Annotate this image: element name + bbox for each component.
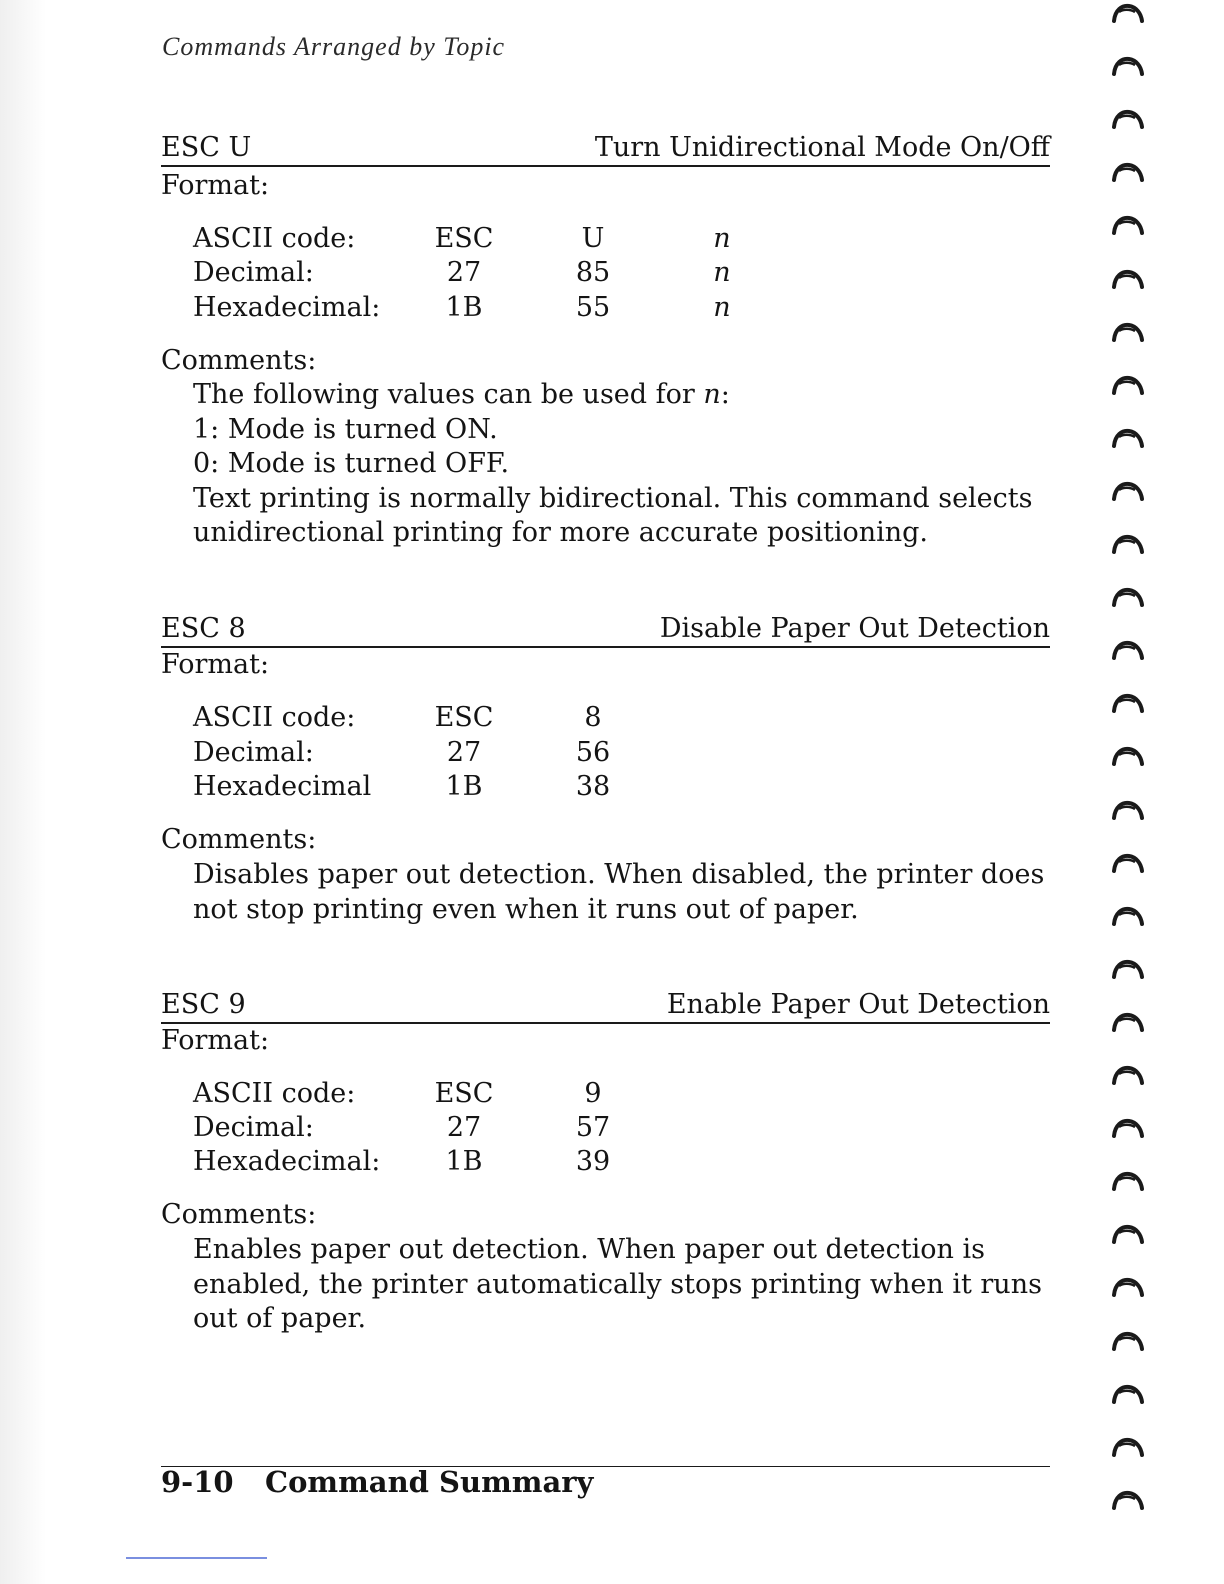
- binding-ring: [1110, 799, 1144, 821]
- binding-ring: [1110, 692, 1144, 714]
- row-label: Decimal:: [193, 257, 314, 288]
- code-cell: ESC: [434, 702, 494, 733]
- command-title: Enable Paper Out Detection: [666, 989, 1050, 1020]
- comment-line: Text printing is normally bidirectional. This command selects: [193, 482, 1033, 514]
- section-title: Command Summary: [265, 1465, 594, 1499]
- binding-ring: [1110, 55, 1144, 77]
- code-cell: 57: [575, 1112, 611, 1143]
- format-label: Format:: [161, 170, 270, 201]
- binding-ring: [1110, 639, 1144, 661]
- binding-ring: [1110, 427, 1144, 449]
- comment-line: out of paper.: [193, 1303, 367, 1334]
- parameter-cell: n: [713, 257, 731, 288]
- comment-text: :: [720, 379, 730, 410]
- code-cell: 38: [575, 771, 611, 802]
- binding-ring: [1110, 1383, 1144, 1405]
- code-cell: 1B: [445, 1146, 483, 1177]
- command-header-esc-9: [161, 988, 1050, 1024]
- binding-ring: [1110, 480, 1144, 502]
- format-row-hex: [0, 1145, 1224, 1179]
- binding-ring: [1110, 958, 1144, 980]
- format-row-decimal: [0, 736, 1224, 770]
- binding-ring: [1110, 1170, 1144, 1192]
- format-row-decimal: [0, 1111, 1224, 1145]
- row-label: ASCII code:: [193, 1078, 356, 1109]
- binding-ring: [1110, 852, 1144, 874]
- binding-ring: [1110, 586, 1144, 608]
- row-label: Hexadecimal:: [193, 1146, 381, 1177]
- binding-ring: [1110, 1330, 1144, 1352]
- comment-line: not stop printing even when it runs out of paper.: [193, 893, 859, 925]
- row-label: Decimal:: [193, 1112, 314, 1143]
- spiral-binding: [1104, 0, 1154, 1584]
- comment-line: Disables paper out detection. When disabled, the printer does: [193, 859, 1045, 890]
- code-cell: 85: [575, 257, 611, 288]
- scan-artifact-line: [126, 1557, 267, 1559]
- binding-ring: [1110, 1436, 1144, 1458]
- comments-label: Comments:: [161, 1199, 317, 1230]
- command-name: ESC 8: [161, 613, 246, 644]
- parameter-cell: n: [713, 223, 731, 254]
- code-cell: 56: [575, 737, 611, 768]
- command-title: Turn Unidirectional Mode On/Off: [594, 132, 1050, 163]
- format-row-hex: [0, 770, 1224, 804]
- running-head: Commands Arranged by Topic: [162, 32, 506, 61]
- binding-ring: [1110, 1489, 1144, 1511]
- code-cell: ESC: [434, 1078, 494, 1109]
- code-cell: 1B: [445, 292, 483, 323]
- code-cell: 1B: [445, 771, 483, 802]
- row-label: Hexadecimal: [193, 771, 372, 802]
- binding-ring: [1110, 108, 1144, 130]
- code-cell: ESC: [434, 223, 494, 254]
- comments-body: [193, 858, 1044, 927]
- binding-ring: [1110, 533, 1144, 555]
- command-title: Disable Paper Out Detection: [659, 613, 1050, 644]
- comments-body: [193, 1233, 1042, 1337]
- code-cell: 27: [446, 1112, 482, 1143]
- row-label: ASCII code:: [193, 702, 356, 733]
- format-label: Format:: [161, 1025, 270, 1056]
- code-cell: 27: [446, 737, 482, 768]
- comment-line: 1: Mode is turned ON.: [193, 413, 498, 445]
- code-cell: 27: [446, 257, 482, 288]
- binding-ring: [1110, 374, 1144, 396]
- code-cell: 9: [584, 1078, 602, 1109]
- command-name: ESC U: [161, 132, 252, 163]
- command-header-esc-8: [161, 612, 1050, 648]
- binding-ring: [1110, 1064, 1144, 1086]
- binding-ring: [1110, 1276, 1144, 1298]
- binding-ring: [1110, 321, 1144, 343]
- comment-line: enabled, the printer automatically stops printing when it runs: [193, 1268, 1042, 1300]
- format-row-ascii: [0, 1077, 1224, 1111]
- comment-line: [193, 378, 1033, 413]
- code-cell: U: [581, 223, 605, 254]
- binding-ring: [1110, 2, 1144, 24]
- binding-ring: [1110, 268, 1144, 290]
- command-name: ESC 9: [161, 989, 246, 1020]
- command-header-esc-u: [161, 131, 1050, 167]
- variable-n: n: [703, 379, 721, 410]
- binding-ring: [1110, 161, 1144, 183]
- row-label: ASCII code:: [193, 223, 356, 254]
- code-cell: 55: [575, 292, 611, 323]
- comments-label: Comments:: [161, 345, 317, 376]
- comments-body: [193, 378, 1033, 551]
- code-cell: 39: [575, 1146, 611, 1177]
- comment-line: Enables paper out detection. When paper out detection is: [193, 1234, 985, 1265]
- binding-ring: [1110, 214, 1144, 236]
- page-footer: [161, 1462, 594, 1502]
- binding-ring: [1110, 905, 1144, 927]
- comment-line: 0: Mode is turned OFF.: [193, 448, 510, 479]
- page-number: 9-10: [161, 1465, 234, 1499]
- parameter-cell: n: [713, 292, 731, 323]
- format-row-decimal: [0, 256, 1224, 290]
- comment-line: unidirectional printing for more accurate positioning.: [193, 517, 928, 548]
- format-row-ascii: [0, 222, 1224, 256]
- binding-ring: [1110, 1223, 1144, 1245]
- code-cell: 8: [584, 702, 602, 733]
- format-label: Format:: [161, 649, 270, 680]
- binding-ring: [1110, 745, 1144, 767]
- comment-text: The following values can be used for: [193, 379, 704, 410]
- format-row-ascii: [0, 701, 1224, 735]
- comments-label: Comments:: [161, 824, 317, 855]
- binding-ring: [1110, 1117, 1144, 1139]
- row-label: Decimal:: [193, 737, 314, 768]
- row-label: Hexadecimal:: [193, 292, 381, 323]
- binding-ring: [1110, 1011, 1144, 1033]
- format-row-hex: [0, 291, 1224, 325]
